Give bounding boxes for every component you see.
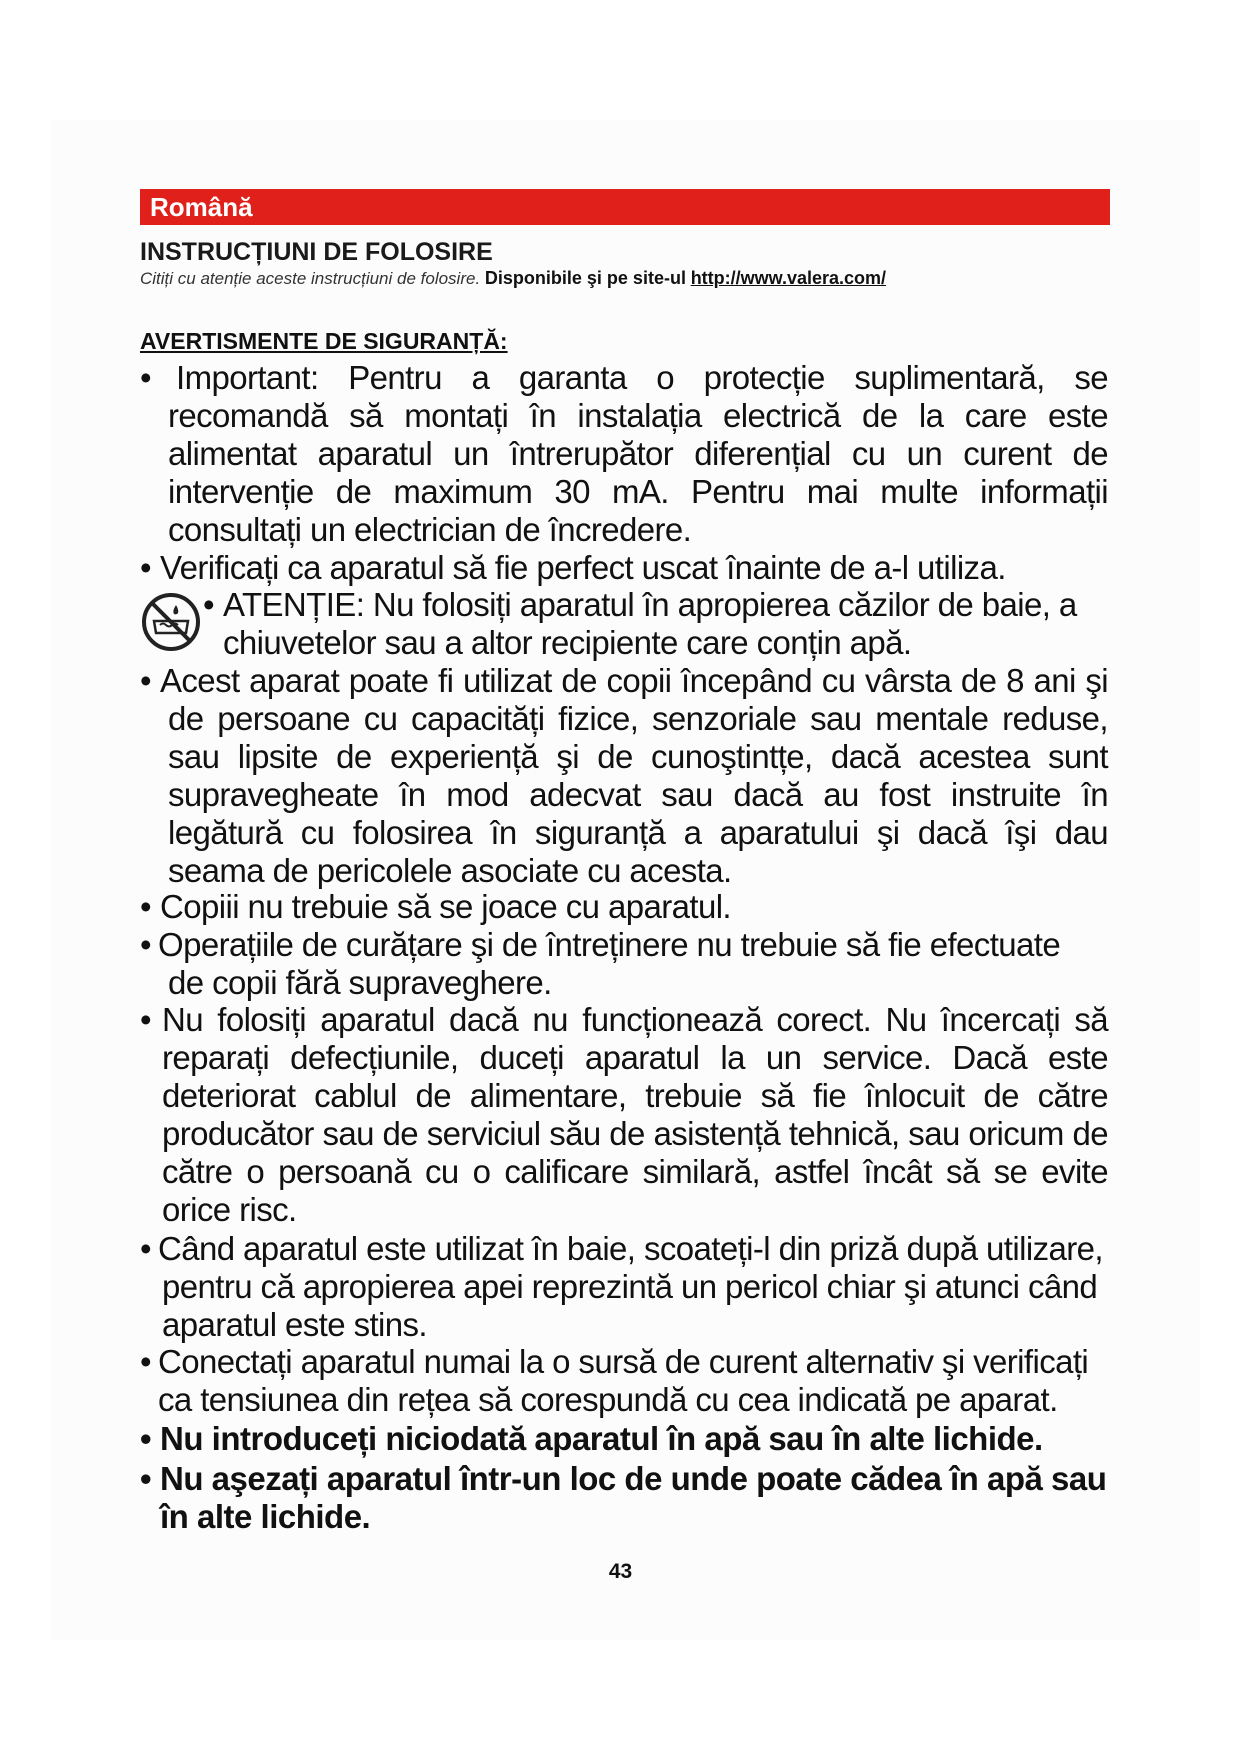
list-item [140,1230,1108,1344]
list-item [203,586,1108,662]
item-text: Verificați ca aparatul să fie perfect uscat înainte de a-l utiliza. [160,549,1006,586]
item-text: ATENȚIE: Nu folosiți aparatul în apropierea căzilor de baie, a chiuvetelor sau a altor recipiente care conțin apă. [223,586,1077,661]
bullet: • [140,662,151,699]
list-item [140,359,1108,549]
item-text: Nu aşezați aparatul într-un loc de unde poate cădea în apă sau în alte lichide. [160,1460,1107,1535]
bullet: • [140,1343,151,1380]
bullet: • [140,1230,151,1267]
list-item [140,1420,1108,1458]
document-title: INSTRUCȚIUNI DE FOLOSIRE [140,238,493,266]
website-link[interactable]: http://www.valera.com/ [690,268,887,288]
bullet: • [140,888,151,925]
bullet: • [140,1420,152,1457]
intro-italic: Citiți cu atenție aceste instrucțiuni de folosire. [140,269,481,288]
item-text: Important: Pentru a garanta o protecție suplimentară, se recomandă să montați în instalația electrică de la care este alimentat aparatul un întrerupător diferențial cu un curent de intervenție de maximum 30 mA. Pentru mai multe informații consultați un electrician de încredere. [168,359,1108,548]
list-item [140,1001,1108,1229]
intro-line [140,268,886,289]
list-item [140,549,1108,587]
item-text: Nu folosiți aparatul dacă nu funcționează corect. Nu încercați să reparați defecțiunile, duceți aparatul la un service. Dacă este deteriorat cablul de alimentare, trebuie să fie înlocuit de către producător sau de serviciul său de asistență tehnică, sau oricum de către o persoană cu o calificare similară, astfel încât să se evite orice risc. [162,1001,1108,1228]
page-number: 43 [608,1560,633,1583]
bullet: • [140,926,151,963]
list-item [140,1460,1108,1536]
item-text: Acest aparat poate fi utilizat de copii începând cu vârsta de 8 ani şi de persoane cu capacități fizice, senzoriale sau mentale reduse, sau lipsite de experiență şi de cunoştintțe, dacă acestea sunt supravegheate în mod adecvat sau dacă au fost instruite în legătură cu folosirea în siguranță a aparatului şi dacă îşi dau seama de pericolele asociate cu acesta. [160,662,1108,889]
item-text: Copiii nu trebuie să se joace cu aparatul. [160,888,731,925]
bullet: • [140,1460,152,1497]
list-item [140,888,1108,926]
item-text: Operațiile de curățare şi de întreținere nu trebuie să fie efectuate de copii fără supraveghere. [158,926,1061,1001]
item-text: Când aparatul este utilizat în baie, scoateți-l din priză după utilizare, pentru că apropierea apei reprezintă un pericol chiar şi atunci când aparatul este stins. [158,1230,1103,1343]
list-item [140,1343,1108,1419]
language-label: Română [150,192,253,222]
safety-heading: AVERTISMENTE DE SIGURANȚĂ: [140,328,508,354]
language-bar [140,189,1110,225]
bullet: • [140,549,151,586]
list-item [140,662,1108,890]
no-water-icon [140,591,202,653]
bullet: • [140,359,151,396]
intro-bold: Disponibile şi pe site-ul [484,268,686,288]
bullet: • [140,1001,151,1038]
item-text: Nu introduceți niciodată aparatul în apă sau în alte lichide. [160,1420,1043,1457]
bullet: • [203,586,214,623]
item-text: Conectați aparatul numai la o sursă de curent alternativ şi verificați ca tensiunea din rețea să corespundă cu cea indicată pe aparat. [158,1343,1089,1418]
list-item [140,926,1090,1002]
